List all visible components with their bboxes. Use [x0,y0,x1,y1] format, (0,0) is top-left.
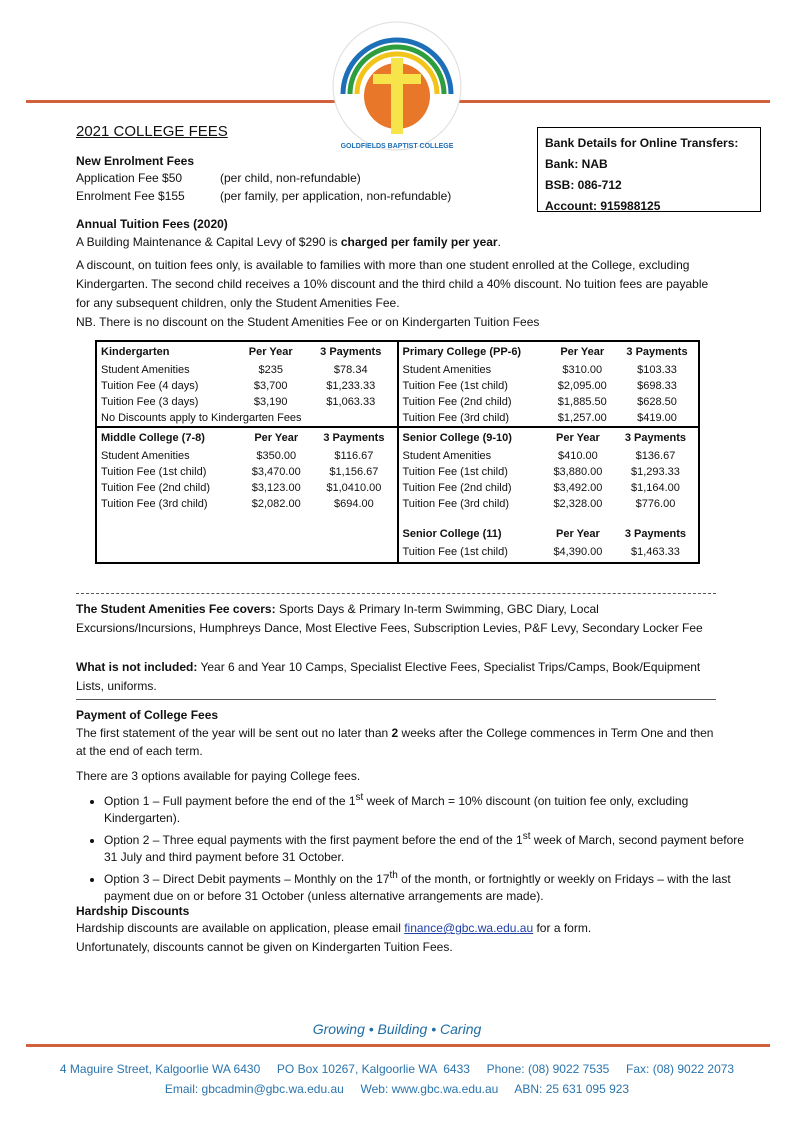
option-1: • Option 1 – Full payment before the end of the 1st week of March = 10% discount (on tuition fee only, excluding Kindergarten). [104,789,749,827]
application-fee-label: Application Fee $50 [76,171,183,185]
bank-account: Account: 915988125 [545,199,661,213]
senior-block: Senior College (9-10) Per Year 3 Payments Student Amenities $410.00 $136.67 Tuition Fee (1st child) $3,880.00 $1,293.33 Tuition Fee (2nd child) $3,492.00 $1,164.00 Tuition Fee (3rd child) $2,328.00 $776.00 Senior College (11) Per Year 3 Payments Tuition Fee (1st child) $4,390.00 $1,463.33 [398,427,700,563]
amenities-covers: The Student Amenities Fee covers: Sports Days & Primary In-term Swimming, GBC Diary, Local Excursions/Incursions, Humphreys Dance, Most Elective Fees, Subscription Levies, P&F Levy, Secondary Locker Fee [76,602,703,635]
amenities-excluded: What is not included: Year 6 and Year 10 Camps, Specialist Elective Fees, Specialist Trips/Camps, Book/Equipment Lists, uniforms. [76,660,701,693]
payment-heading: Payment of College Fees [76,708,219,722]
solid-divider [76,699,716,700]
hardship-line-1: Hardship discounts are available on application, please email finance@gbc.wa.edu.au for a form. [76,921,592,935]
payment-options-list [76,789,749,906]
finance-email-link[interactable]: finance@gbc.wa.edu.au [404,921,534,935]
enrolment-fee-label: Enrolment Fee $155 [76,189,185,203]
hardship-line-2: Unfortunately, discounts cannot be given on Kindergarten Tuition Fees. [76,940,453,954]
kindergarten-block: Kindergarten Per Year 3 Payments Student Amenities $235 $78.34 Tuition Fee (4 days) $3,700 $1,233.33 Tuition Fee (3 days) $3,190 $1,063.33 No Discounts apply to Kindergarten Fees [96,341,398,427]
bank-heading: Bank Details for Online Transfers: [545,136,739,150]
tuition-heading: Annual Tuition Fees (2020) [76,217,228,231]
statement-text: The first statement of the year will be sent out no later than 2 weeks after the College commences in Term One and then at the end of each term. [76,726,714,758]
levy-text: A Building Maintenance & Capital Levy of $290 is charged per family per year. [76,235,501,249]
bank-details-box [537,127,761,212]
application-fee-row [76,171,361,185]
footer-contact: Email: gbcadmin@gbc.wa.edu.au Web: www.gbc.wa.edu.au ABN: 25 631 095 923 [164,1082,630,1096]
bank-bsb: BSB: 086-712 [545,178,622,192]
page-title: 2021 COLLEGE FEES [76,123,228,140]
middle-block: Middle College (7-8) Per Year 3 Payments Student Amenities $350.00 $116.67 Tuition Fee (1st child) $3,470.00 $1,156.67 Tuition Fee (2nd child) $3,123.00 $1,0410.00 Tuition Fee (3rd child) $2,082.00 $694.00 [96,427,398,563]
fee-table [95,340,700,564]
enrolment-fee-note: (per family, per application, non-refundable) [220,189,452,203]
logo-text: GOLDFIELDS BAPTIST COLLEGE [340,143,454,150]
application-fee-note: (per child, non-refundable) [220,171,361,185]
motto: Growing • Building • Caring [312,1021,482,1037]
enrolment-fee-row [76,189,452,203]
nb-text: NB. There is no discount on the Student Amenities Fee or on Kindergarten Tuition Fees [76,315,540,329]
discount-text: A discount, on tuition fees only, is available to families with more than one student enrolled at the College, excluding Kindergarten. The second child receives a 10% discount and the third child a 40% discount. No tuition fees are payable for any subsequent children, only the Student Amenities Fee. [76,258,709,310]
hardship-heading: Hardship Discounts [76,904,190,918]
primary-block: Primary College (PP-6) Per Year 3 Payments Student Amenities $310.00 $103.33 Tuition Fee (1st child) $2,095.00 $698.33 Tuition Fee (2nd child) $1,885.50 $628.50 Tuition Fee (3rd child) $1,257.00 $419.00 [398,341,700,427]
option-3: • Option 3 – Direct Debit payments – Monthly on the 17th of the month, or fortnightly or weekly on Fridays – with the last payment due on or before 31 October (unless alternative arrangements are made). [104,867,749,905]
college-logo [330,18,464,158]
footer-address: 4 Maguire Street, Kalgoorlie WA 6430 PO Box 10267, Kalgoorlie WA 6433 Phone: (08) 9022 7535 Fax: (08) 9022 2073 [59,1062,735,1076]
enrolment-heading: New Enrolment Fees [76,154,195,168]
options-intro: There are 3 options available for paying College fees. [76,769,361,783]
kindergarten-note: No Discounts apply to Kindergarten Fees [101,412,302,424]
option-2: • Option 2 – Three equal payments with the first payment before the end of the 1st week of March, second payment before 31 July and third payment before 31 October. [104,828,749,866]
footer-rule [26,1044,770,1047]
bank-name: Bank: NAB [545,157,608,171]
dashed-divider [76,593,716,594]
